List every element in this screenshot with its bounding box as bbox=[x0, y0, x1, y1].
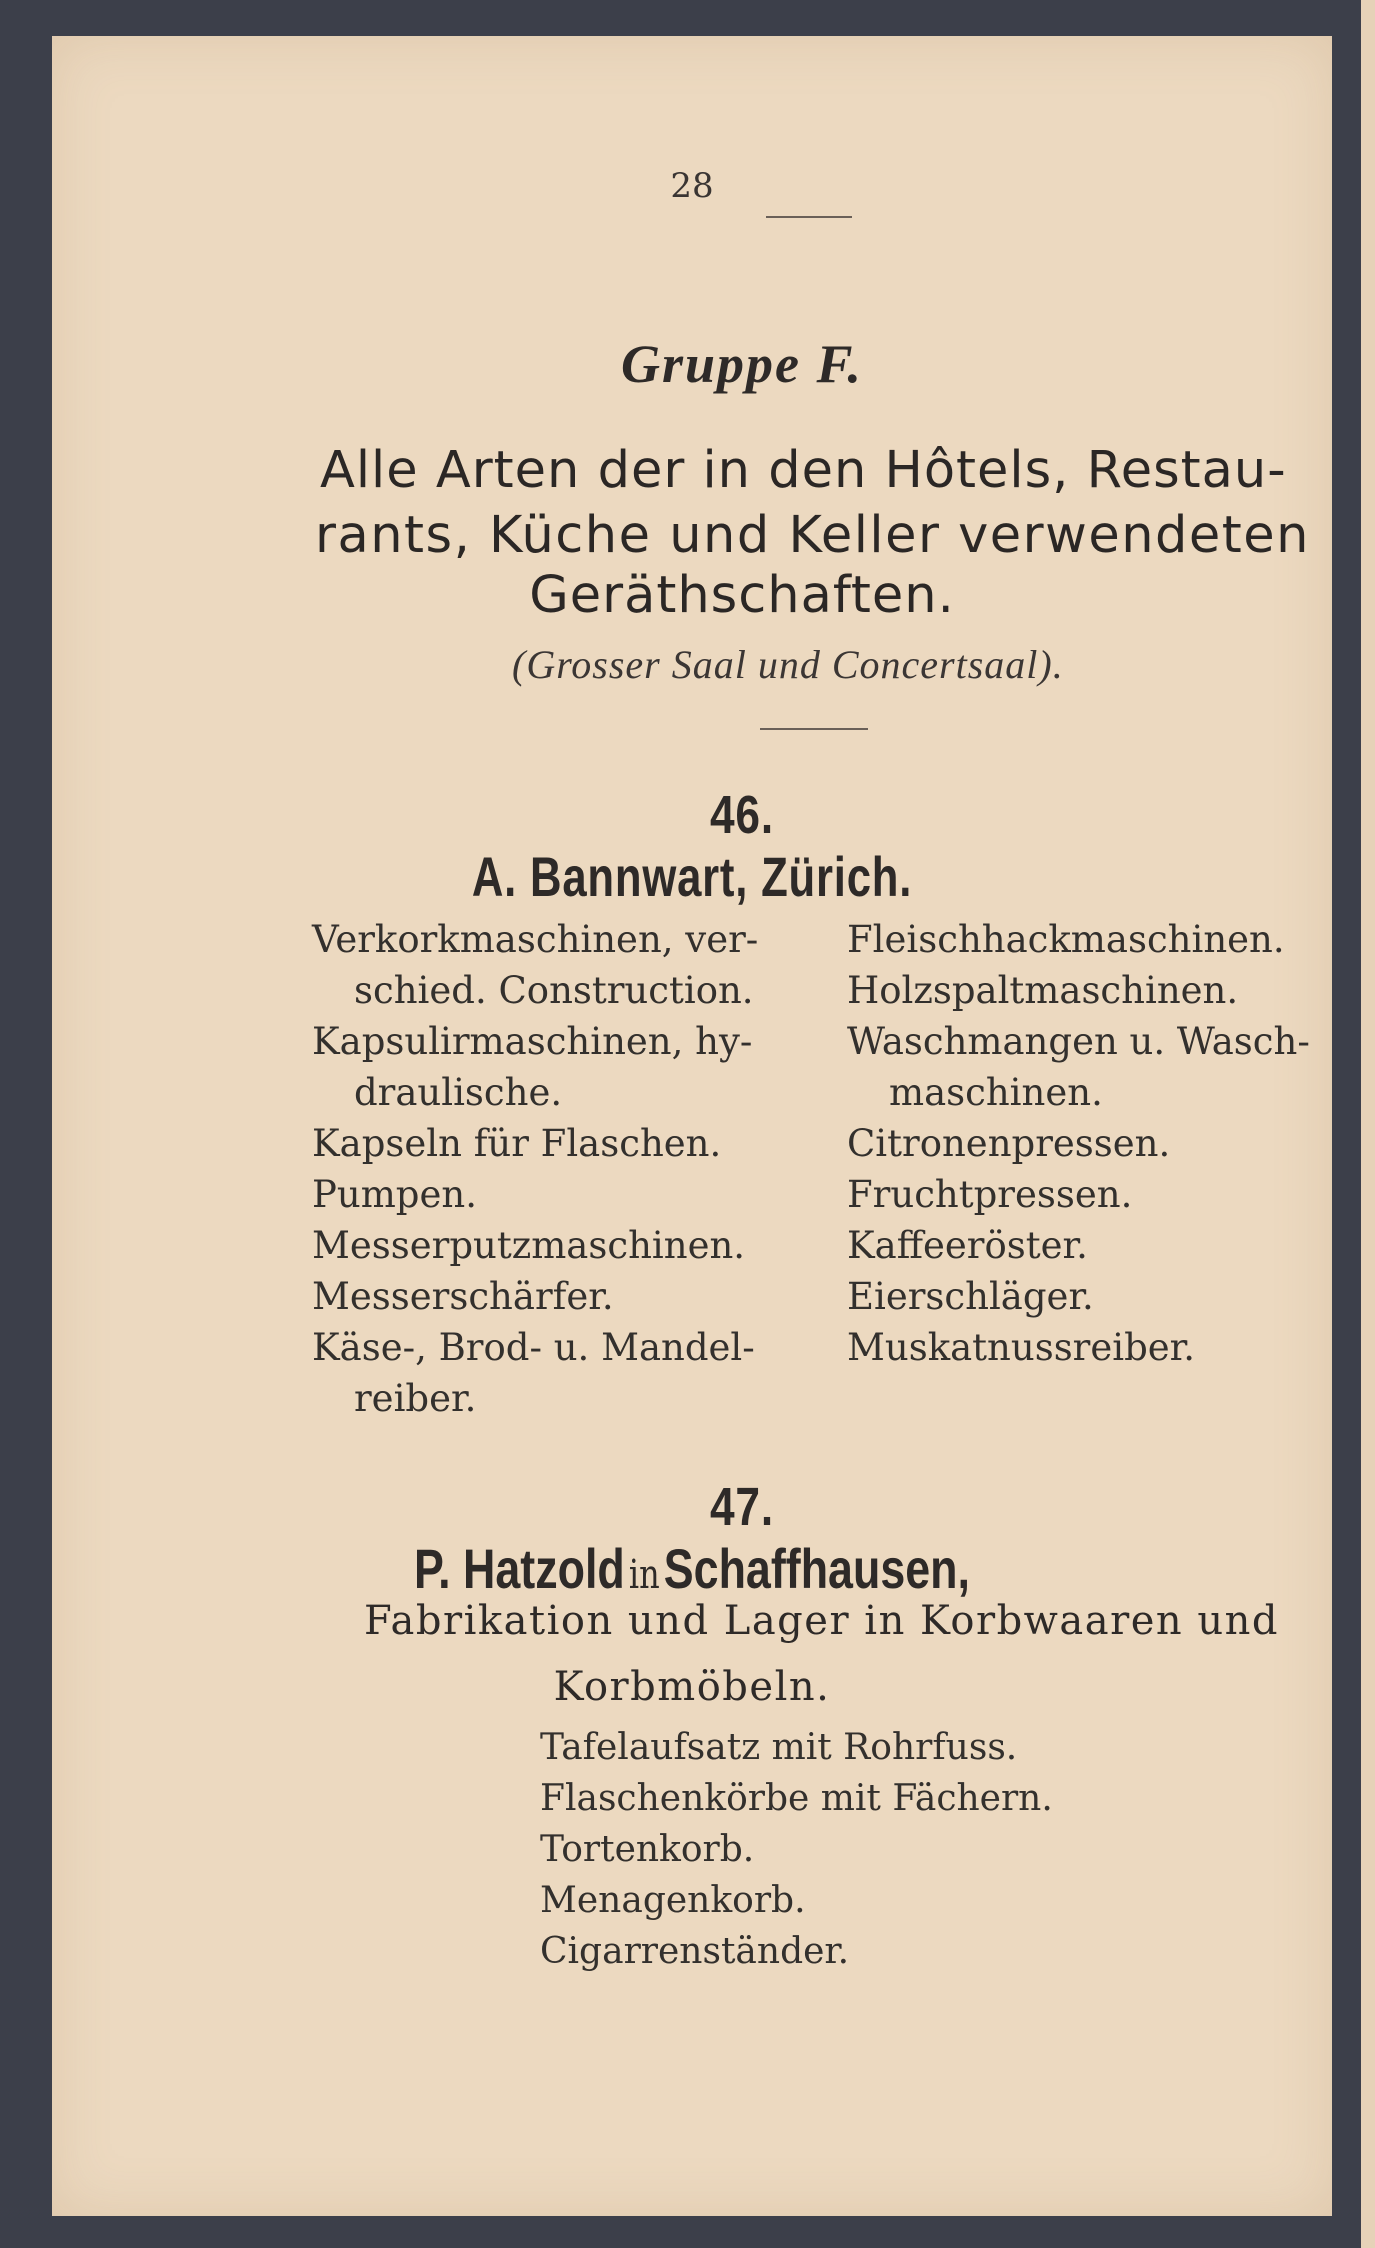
location-note: (Grosser Saal und Concertsaal). bbox=[512, 642, 1064, 687]
list-item: Cigarrenständer. bbox=[540, 1931, 850, 1972]
list-item: Fruchtpressen. bbox=[847, 1173, 1133, 1216]
list-item: Menagenkorb. bbox=[540, 1880, 806, 1921]
heading-line-2: rants, Küche und Keller verwendeten bbox=[315, 506, 1311, 565]
entry-number: 46. bbox=[709, 785, 775, 845]
item-list-left bbox=[312, 914, 758, 1424]
book-page bbox=[52, 36, 1332, 2216]
page-number-rule bbox=[766, 216, 852, 218]
list-item: Eierschläger. bbox=[847, 1275, 1094, 1318]
list-item: draulische. bbox=[354, 1071, 563, 1114]
list-item: Messerschärfer. bbox=[312, 1275, 614, 1318]
list-item: reiber. bbox=[354, 1377, 477, 1420]
heading-line-3: Geräthschaften. bbox=[529, 566, 955, 625]
page-number: 28 bbox=[670, 166, 714, 206]
list-item: Citronenpressen. bbox=[847, 1122, 1171, 1165]
list-item: Verkorkmaschinen, ver- bbox=[312, 918, 759, 961]
list-item: Tortenkorb. bbox=[540, 1829, 755, 1870]
list-item: Fleischhackmaschinen. bbox=[847, 918, 1285, 961]
firm-name-text: P. Hatzold bbox=[414, 1537, 625, 1600]
firm-name: A. Bannwart, Zürich. bbox=[471, 845, 913, 908]
list-item: Tafelaufsatz mit Rohrfuss. bbox=[540, 1727, 1018, 1768]
list-item: Käse-, Brod- u. Mandel- bbox=[312, 1326, 755, 1369]
firm-description: Fabrikation und Lager in Korbwaaren und bbox=[364, 1598, 1280, 1644]
item-list bbox=[540, 1722, 1053, 1977]
list-item: maschinen. bbox=[889, 1071, 1103, 1114]
list-item: Flaschenkörbe mit Fächern. bbox=[540, 1778, 1053, 1819]
list-item: Kapsulirmaschinen, hy- bbox=[312, 1020, 753, 1063]
section-divider bbox=[760, 728, 868, 730]
list-item: Kaffeeröster. bbox=[847, 1224, 1088, 1267]
list-item: Pumpen. bbox=[312, 1173, 477, 1216]
firm-name bbox=[180, 1536, 1204, 1601]
list-item: Kapseln für Flaschen. bbox=[312, 1122, 722, 1165]
list-item: Waschmangen u. Wasch- bbox=[847, 1020, 1310, 1063]
firm-preposition: in bbox=[628, 1552, 660, 1598]
page-edge bbox=[1361, 0, 1375, 2248]
group-title: Gruppe F. bbox=[620, 334, 864, 394]
list-item: schied. Construction. bbox=[354, 969, 754, 1012]
item-list-right bbox=[847, 914, 1310, 1373]
entry-number: 47. bbox=[709, 1477, 775, 1537]
list-item: Muskatnussreiber. bbox=[847, 1326, 1196, 1369]
firm-city: Schaffhausen, bbox=[663, 1537, 970, 1600]
list-item: Holzspaltmaschinen. bbox=[847, 969, 1239, 1012]
firm-description-cont: Korbmöbeln. bbox=[553, 1664, 831, 1710]
heading-line-1: Alle Arten der in den Hôtels, Restau- bbox=[320, 441, 1287, 500]
list-item: Messerputzmaschinen. bbox=[312, 1224, 746, 1267]
